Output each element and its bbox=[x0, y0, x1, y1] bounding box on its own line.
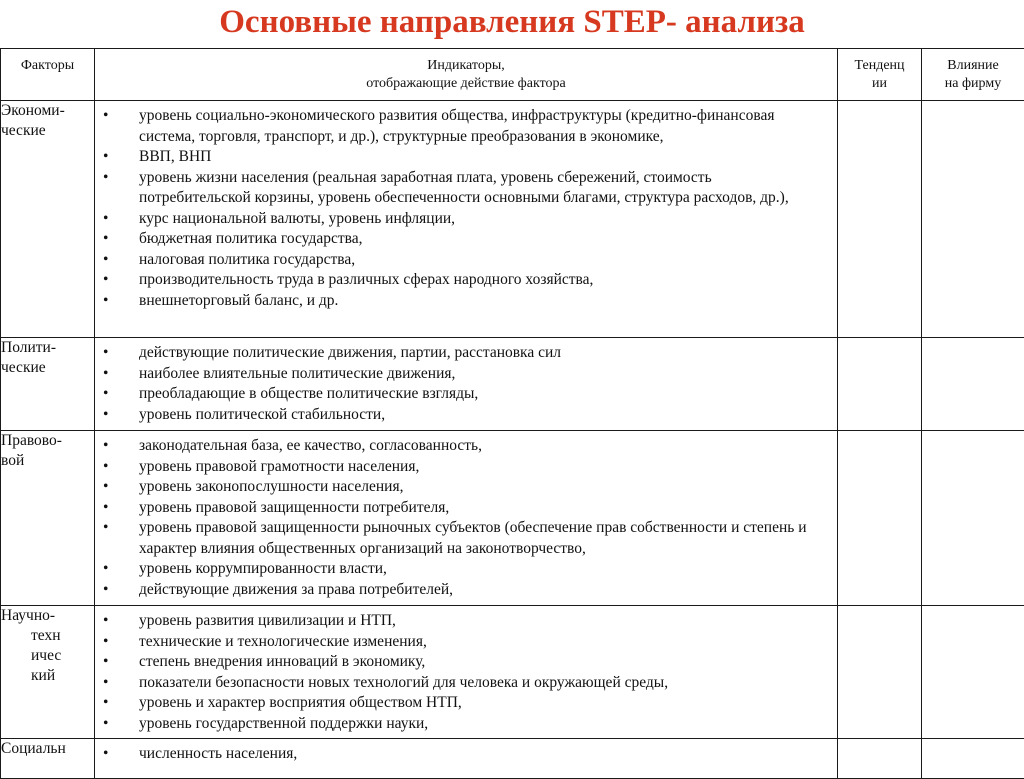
trends-cell bbox=[838, 431, 922, 606]
table-row bbox=[1, 338, 1024, 431]
indicator-list bbox=[95, 431, 837, 602]
indicators-cell bbox=[95, 338, 838, 431]
indicator-item: • технические и технологические изменения, bbox=[95, 632, 827, 653]
factor-label: Правово- bbox=[1, 431, 94, 451]
header-row bbox=[1, 49, 1024, 101]
indicator-item: • курс национальной валюты, уровень инфляции, bbox=[95, 209, 827, 230]
factor-label: Полити- bbox=[1, 338, 94, 358]
indicator-list bbox=[95, 101, 837, 313]
table-row bbox=[1, 101, 1024, 338]
indicator-item: • налоговая политика государства, bbox=[95, 250, 827, 271]
factor-label: Экономи- bbox=[1, 101, 94, 121]
factor-cell bbox=[1, 739, 95, 779]
factor-label: ческие bbox=[1, 358, 94, 378]
indicator-list bbox=[95, 739, 837, 767]
indicator-item: • уровень развития цивилизации и НТП, bbox=[95, 611, 827, 632]
indicator-item: • внешнеторговый баланс, и др. bbox=[95, 291, 827, 312]
header-trends: Тенденц ии bbox=[838, 49, 922, 101]
indicator-item: • показатели безопасности новых технологий для человека и окружающей среды, bbox=[95, 673, 827, 694]
factor-label: Научно- bbox=[1, 606, 94, 626]
factor-cell bbox=[1, 431, 95, 606]
indicator-list bbox=[95, 338, 837, 427]
indicator-item: • уровень и характер восприятия обществом НТП, bbox=[95, 693, 827, 714]
factor-label: Социальн bbox=[1, 739, 94, 759]
trends-cell bbox=[838, 338, 922, 431]
indicator-item: • степень внедрения инноваций в экономику, bbox=[95, 652, 827, 673]
factor-label: ческие bbox=[1, 121, 94, 141]
indicator-item: • уровень законопослушности населения, bbox=[95, 477, 827, 498]
indicators-cell bbox=[95, 606, 838, 739]
trends-cell bbox=[838, 606, 922, 739]
factor-label: вой bbox=[1, 451, 94, 471]
impact-cell bbox=[922, 101, 1024, 338]
indicator-item: • уровень правовой защищенности рыночных субъектов (обеспечение прав собственности и степень и характер влияния общественных организаций на законотворчество, bbox=[95, 518, 827, 559]
indicator-item: • уровень политической стабильности, bbox=[95, 405, 827, 426]
indicator-list bbox=[95, 606, 837, 736]
indicator-item: • численность населения, bbox=[95, 744, 827, 765]
trends-cell bbox=[838, 739, 922, 779]
step-analysis-table bbox=[0, 48, 1024, 779]
indicator-item: • уровень правовой грамотности населения, bbox=[95, 457, 827, 478]
factor-cell bbox=[1, 606, 95, 739]
impact-cell bbox=[922, 338, 1024, 431]
indicator-item: • уровень правовой защищенности потребителя, bbox=[95, 498, 827, 519]
indicator-item: • уровень жизни населения (реальная заработная плата, уровень сбережений, стоимость потребительской корзины, уровень обеспеченности основными благами, структура расходов, др.), bbox=[95, 168, 827, 209]
indicator-item: • преобладающие в обществе политические взгляды, bbox=[95, 384, 827, 405]
header-indicators: Индикаторы, отображающие действие фактора bbox=[95, 49, 838, 101]
header-impact: Влияние на фирму bbox=[922, 49, 1024, 101]
indicator-item: • действующие движения за права потребителей, bbox=[95, 580, 827, 601]
indicator-item: • законодательная база, ее качество, согласованность, bbox=[95, 436, 827, 457]
factor-cell bbox=[1, 338, 95, 431]
indicator-item: • ВВП, ВНП bbox=[95, 147, 827, 168]
indicator-item: • уровень государственной поддержки науки, bbox=[95, 714, 827, 735]
table-row bbox=[1, 606, 1024, 739]
page-title: Основные направления STEP- анализа bbox=[0, 0, 1024, 48]
table-row bbox=[1, 431, 1024, 606]
impact-cell bbox=[922, 606, 1024, 739]
indicators-cell bbox=[95, 739, 838, 779]
indicator-item: • производительность труда в различных сферах народного хозяйства, bbox=[95, 270, 827, 291]
factor-cell bbox=[1, 101, 95, 338]
trends-cell bbox=[838, 101, 922, 338]
indicators-cell bbox=[95, 431, 838, 606]
indicator-item: • уровень коррумпированности власти, bbox=[95, 559, 827, 580]
indicator-item: • уровень социально-экономического развития общества, инфраструктуры (кредитно-финансовая система, торговля, транспорт, и др.), структурные преобразования в экономике, bbox=[95, 106, 827, 147]
indicator-item: • бюджетная политика государства, bbox=[95, 229, 827, 250]
indicator-item: • наиболее влиятельные политические движения, bbox=[95, 364, 827, 385]
impact-cell bbox=[922, 431, 1024, 606]
indicator-item: • действующие политические движения, партии, расстановка сил bbox=[95, 343, 827, 364]
impact-cell bbox=[922, 739, 1024, 779]
indicators-cell bbox=[95, 101, 838, 338]
factor-label: ичес bbox=[1, 646, 94, 666]
header-factors: Факторы bbox=[1, 49, 95, 101]
factor-label: кий bbox=[1, 666, 94, 686]
factor-label: техн bbox=[1, 626, 94, 646]
table-row bbox=[1, 739, 1024, 779]
